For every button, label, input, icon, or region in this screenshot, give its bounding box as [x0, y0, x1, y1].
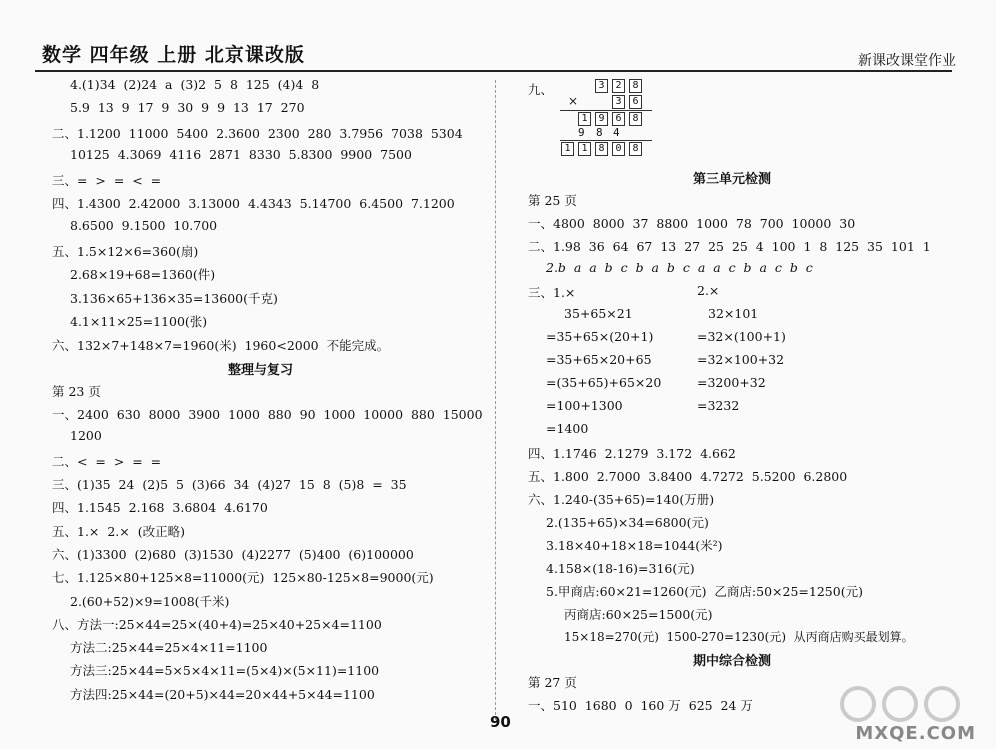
- answer-line: 四、1.1746 2.1279 3.172 4.662: [528, 446, 736, 461]
- page-label: 第 23 页: [52, 384, 101, 399]
- rule-line: [560, 110, 652, 111]
- answer-line: 一、4800 8000 37 8800 1000 78 700 10000 30: [528, 216, 856, 231]
- header-rule: [35, 70, 952, 72]
- section-title: 第三单元检测: [693, 172, 772, 187]
- answer-line: 8.6500 9.1500 10.700: [70, 218, 218, 233]
- page-label: 第 27 页: [528, 675, 577, 690]
- section-title: 整理与复习: [228, 363, 294, 378]
- answer-line: 一、510 1680 0 160 万 625 24 万: [528, 698, 753, 713]
- digit-box: 6: [612, 112, 625, 126]
- calc-step: 32×101: [708, 306, 759, 321]
- digit-box: 1: [561, 142, 574, 156]
- answer-line: 2.×: [697, 283, 720, 298]
- calc-step: 35+65×21: [564, 306, 633, 321]
- digit-box: 8: [629, 79, 642, 93]
- calc-step: =32×(100+1): [697, 329, 786, 344]
- answer-line: 方法三:25×44=5×5×4×11=(5×4)×(5×11)=1100: [70, 663, 380, 678]
- answer-line: 2.68×19+68=1360(件): [70, 267, 216, 282]
- digit-box: 3: [612, 95, 625, 109]
- series-name: 新课改课堂作业: [858, 53, 956, 69]
- answer-line: 五、1.800 2.7000 3.8400 4.7272 5.5200 6.2800: [528, 469, 848, 484]
- calc-step: =(35+65)+65×20: [546, 375, 662, 390]
- answer-line: 四、1.4300 2.42000 3.13000 4.4343 5.14700 6.4500 7.1200: [52, 196, 455, 211]
- section-title: 期中综合检测: [693, 654, 772, 669]
- answer-line: 三、(1)35 24 (2)5 5 (3)66 34 (4)27 15 8 (5)8 = 35: [52, 477, 407, 492]
- page-number: 90: [490, 713, 511, 731]
- answer-line: 六、1.240-(35+65)=140(万册): [528, 492, 715, 507]
- calc-step: =100+1300: [546, 398, 623, 413]
- answer-line: 三、= > = < =: [52, 173, 162, 188]
- question-label: 九、: [528, 82, 554, 97]
- answer-line: 3.136×65+136×35=13600(千克): [70, 291, 278, 306]
- answer-line: 一、2400 630 8000 3900 1000 880 90 1000 10000 880 15000: [52, 407, 483, 422]
- times-sign: ×: [568, 94, 579, 108]
- digit-box: 8: [595, 142, 608, 156]
- book-title: 数学 四年级 上册 北京课改版: [42, 44, 305, 66]
- answer-line: 4.(1)34 (2)24 a (3)2 5 8 125 (4)4 8: [70, 77, 320, 92]
- digit-box: 2: [612, 79, 625, 93]
- answer-line: 五、1.× 2.× (改正略): [52, 524, 185, 539]
- rule-line: [560, 140, 652, 141]
- answer-line: 5.甲商店:60×21=1260(元) 乙商店:50×25=1250(元): [546, 584, 863, 599]
- digit-box: 0: [612, 142, 625, 156]
- answer-line: 2.(60+52)×9=1008(千米): [70, 594, 230, 609]
- page-label: 第 25 页: [528, 193, 577, 208]
- calc-step: =35+65×20+65: [546, 352, 652, 367]
- digit-box: 8: [629, 142, 642, 156]
- answer-line: 方法二:25×44=25×4×11=1100: [70, 640, 268, 655]
- digit-row: 8: [596, 126, 603, 139]
- answer-line: 方法四:25×44=(20+5)×44=20×44+5×44=1100: [70, 687, 375, 702]
- answer-line: 2.b a a b c b a b c a a c b a c b c: [546, 260, 813, 275]
- answer-line: 六、(1)3300 (2)680 (3)1530 (4)2277 (5)400 (6)100000: [52, 547, 414, 562]
- calc-step: =3200+32: [697, 375, 766, 390]
- answer-line: 三、1.×: [528, 285, 576, 300]
- digit-row: 9: [578, 126, 585, 139]
- digit-box: 1: [578, 142, 591, 156]
- digit-box: 6: [629, 95, 642, 109]
- calc-step: =1400: [546, 421, 589, 436]
- answer-line: 1200: [70, 428, 102, 443]
- answer-line: 二、< = > = =: [52, 454, 162, 469]
- digit-box: 1: [578, 112, 591, 126]
- calc-step: =32×100+32: [697, 352, 785, 367]
- answer-line: 二、1.98 36 64 67 13 27 25 25 4 100 1 8 125 35 101 1: [528, 239, 931, 254]
- calc-step: =3232: [697, 398, 740, 413]
- answer-line: 4.1×11×25=1100(张): [70, 314, 208, 329]
- watermark-url: MXQE.COM: [855, 723, 976, 744]
- answer-line: 六、132×7+148×7=1960(米) 1960<2000 不能完成。: [52, 338, 390, 353]
- column-divider: [495, 80, 496, 720]
- answer-line: 二、1.1200 11000 5400 2.3600 2300 280 3.7956 7038 5304: [52, 126, 463, 141]
- digit-box: 8: [629, 112, 642, 126]
- answer-line: 四、1.1545 2.168 3.6804 4.6170: [52, 500, 268, 515]
- answer-line: 八、方法一:25×44=25×(40+4)=25×40+25×4=1100: [52, 617, 382, 632]
- answer-line: 4.158×(18-16)=316(元): [546, 561, 695, 576]
- answer-line: 丙商店:60×25=1500(元): [564, 607, 713, 622]
- answer-line: 15×18=270(元) 1500-270=1230(元) 从丙商店购买最划算。: [564, 630, 914, 644]
- digit-row: 4: [613, 126, 620, 139]
- digit-box: 3: [595, 79, 608, 93]
- answer-line: 七、1.125×80+125×8=11000(元) 125×80-125×8=9000(元): [52, 570, 434, 585]
- answer-line: 3.18×40+18×18=1044(米²): [546, 538, 723, 553]
- answer-line: 五、1.5×12×6=360(扇): [52, 244, 199, 259]
- answer-line: 2.(135+65)×34=6800(元): [546, 515, 709, 530]
- answer-line: 5.9 13 9 17 9 30 9 9 13 17 270: [70, 100, 305, 115]
- answer-line: 10125 4.3069 4116 2871 8330 5.8300 9900 7500: [70, 147, 412, 162]
- calc-step: =35+65×(20+1): [546, 329, 654, 344]
- digit-box: 9: [595, 112, 608, 126]
